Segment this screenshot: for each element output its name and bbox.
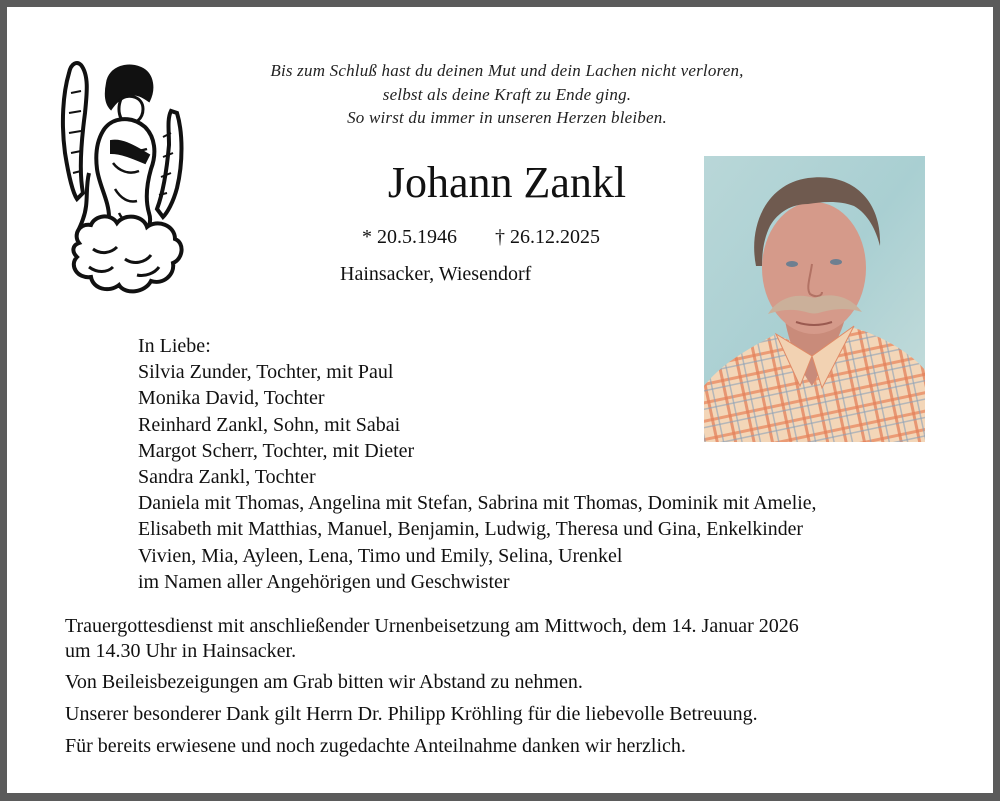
angel-illustration-icon [59, 53, 187, 299]
birth-date: * 20.5.1946 [362, 226, 457, 248]
family-line: Sandra Zankl, Tochter [138, 466, 316, 489]
service-line: um 14.30 Uhr in Hainsacker. [65, 640, 297, 662]
verse-line: So wirst du immer in unseren Herzen bleiben. [347, 108, 667, 127]
service-details [65, 614, 965, 664]
family-list [138, 333, 823, 595]
family-line: Margot Scherr, Tochter, mit Dieter [138, 439, 415, 462]
death-date: † 26.12.2025 [495, 226, 600, 248]
life-dates [362, 224, 600, 250]
obituary-card [7, 7, 993, 793]
deceased-name: Johann Zankl [387, 158, 627, 207]
verse-line: selbst als deine Kraft zu Ende ging. [382, 84, 632, 104]
family-line: Silvia Zunder, Tochter, mit Paul [138, 361, 394, 384]
memorial-verse [207, 59, 807, 130]
family-intro: In Liebe: [138, 335, 211, 357]
family-line: Vivien, Mia, Ayleen, Lena, Timo und Emily, Selina, Urenkel [138, 544, 623, 567]
condolence-note: Von Beileisbezeigungen am Grab bitten wir Abstand zu nehmen. [65, 671, 583, 693]
verse-line: Bis zum Schluß hast du deinen Mut und dein Lachen nicht verloren, [270, 61, 744, 80]
places: Hainsacker, Wiesendorf [340, 263, 532, 285]
thanks-sympathy: Für bereits erwiesene und noch zugedachte Anteilnahme danken wir herzlich. [65, 735, 686, 757]
service-line: Trauergottesdienst mit anschließender Urnenbeisetzung am Mittwoch, dem 14. Januar 2026 [65, 615, 799, 637]
service-info [65, 614, 965, 766]
thanks-doctor: Unserer besonderer Dank gilt Herrn Dr. Philipp Kröhling für die liebevolle Betreuung. [65, 703, 758, 725]
family-line: im Namen aller Angehörigen und Geschwister [138, 570, 510, 593]
family-line: Daniela mit Thomas, Angelina mit Stefan, Sabrina mit Thomas, Dominik mit Amelie, [138, 492, 817, 515]
family-line: Reinhard Zankl, Sohn, mit Sabai [138, 413, 401, 436]
family-line: Monika David, Tochter [138, 387, 325, 410]
family-line: Elisabeth mit Matthias, Manuel, Benjamin, Ludwig, Theresa und Gina, Enkelkinder [138, 518, 804, 541]
